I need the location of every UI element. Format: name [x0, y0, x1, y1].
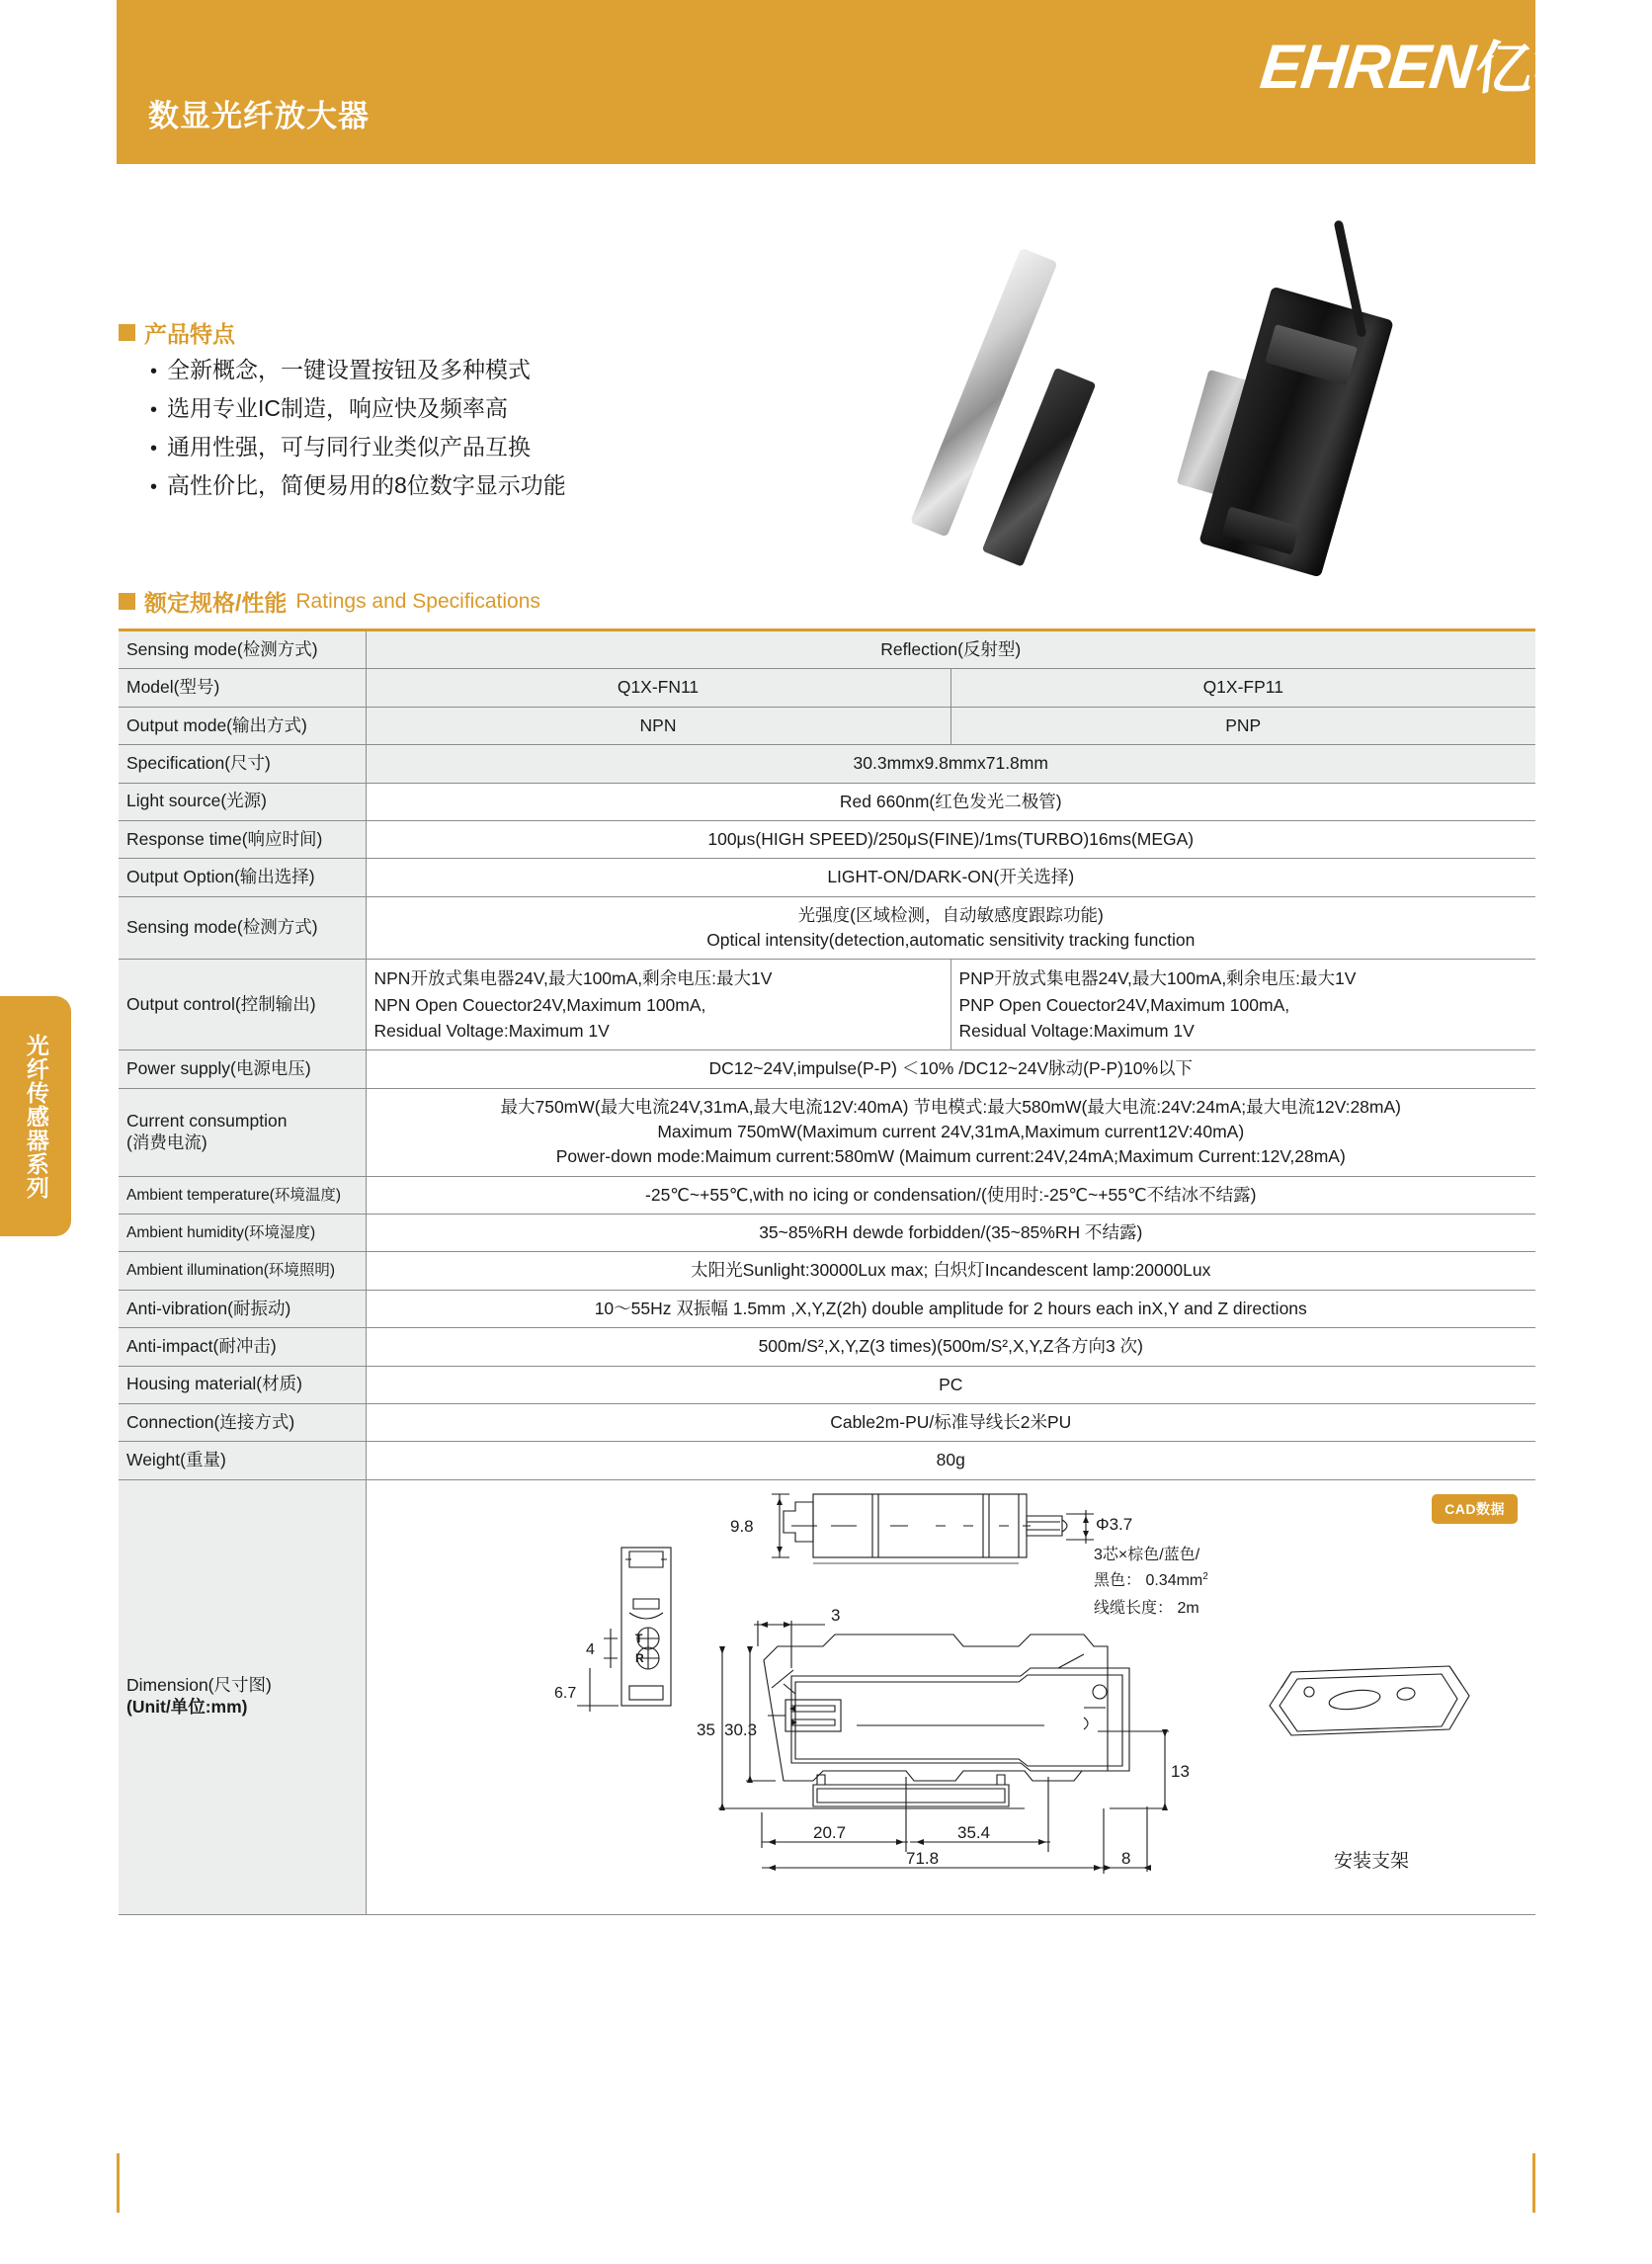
spec-value-pnp: Q1X-FP11: [950, 669, 1535, 707]
spec-row: [119, 707, 1535, 744]
feature-item: [150, 474, 566, 497]
callout-front-4: 4: [585, 1640, 595, 1658]
callout-side-13: 13: [1170, 1761, 1190, 1781]
callout-side-35: 35: [696, 1719, 715, 1739]
specs-heading: [119, 585, 540, 618]
spec-row-label: Model(型号): [119, 669, 366, 707]
brand-logo: [1257, 22, 1594, 105]
spec-row: [119, 1176, 1535, 1214]
spec-row-value: Reflection(反射型): [366, 630, 1535, 669]
features-heading-label: 产品特点: [144, 321, 235, 347]
spec-row-value: 光强度(区域检测，自动敏感度跟踪功能) Optical intensity(detection,automatic sensitivity tracking function: [366, 896, 1535, 960]
spec-row: [119, 1088, 1535, 1176]
feature-item-label: 通用性强，可与同行业类似产品互换: [167, 434, 532, 460]
square-bullet-icon: [119, 324, 135, 341]
spec-row-label: Current consumption (消费电流): [119, 1088, 366, 1176]
top-view-drawing: [772, 1494, 1094, 1563]
callout-bottom-35-4: 35.4: [956, 1822, 990, 1842]
spec-row: [119, 1252, 1535, 1290]
specs-heading-cn: 额定规格/性能: [144, 590, 288, 616]
spec-row-value: 500m/S²,X,Y,Z(3 times)(500m/S²,X,Y,Z各方向3 次): [366, 1328, 1535, 1366]
feature-item: [150, 359, 566, 381]
side-tab-label: 光纤传感器系列: [23, 1033, 49, 1200]
spec-value-pnp: PNP开放式集电器24V,最大100mA,剩余电压:最大1V PNP Open Couector24V,Maximum 100mA, Residual Voltage:Maximum 1V: [950, 960, 1535, 1050]
spec-row: [119, 1328, 1535, 1366]
front-view-drawing: [577, 1548, 671, 1712]
spec-value-pnp: PNP: [950, 707, 1535, 744]
spec-row: [119, 1050, 1535, 1088]
spec-row: [119, 630, 1535, 669]
dimension-label-line2: (Unit/单位:mm): [126, 1697, 248, 1718]
product-photo: [998, 227, 1522, 623]
spec-row: [119, 1403, 1535, 1441]
bullet-dot-icon: •: [150, 399, 158, 421]
spec-row-value: 35~85%RH dewde forbidden/(35~85%RH 不结露): [366, 1215, 1535, 1252]
callout-bottom-8: 8: [1120, 1848, 1130, 1868]
spec-row-label: Ambient illumination(环境照明): [119, 1252, 366, 1290]
side-tab-category: [0, 996, 71, 1236]
callout-cable-line2: 黑色： $0.34mm^2$: [1093, 1570, 1208, 1589]
spec-row-value: 太阳光Sunlight:30000Lux max; 白炽灯Incandescent lamp:20000Lux: [366, 1252, 1535, 1290]
spec-row-value: 30.3mmx9.8mmx71.8mm: [366, 745, 1535, 783]
spec-row-label: Ambient temperature(环境温度): [119, 1176, 366, 1214]
spec-row-label: Specification(尺寸): [119, 745, 366, 783]
spec-row-label: Ambient humidity(环境湿度): [119, 1215, 366, 1252]
spec-value-npn: NPN开放式集电器24V,最大100mA,剩余电压:最大1V NPN Open Couector24V,Maximum 100mA, Residual Voltage:Maximum 1V: [366, 960, 950, 1050]
bullet-dot-icon: •: [150, 476, 158, 498]
callout-diameter: Φ3.7: [1095, 1514, 1132, 1534]
spec-row-label: Anti-vibration(耐振动): [119, 1290, 366, 1327]
dimension-row: [119, 1479, 1535, 1914]
callout-front-R: R: [634, 1650, 644, 1665]
specs-table-wrapper: [119, 629, 1535, 1915]
spec-row-value: 10～55Hz 双振幅 1.5mm ,X,Y,Z(2h) double amplitude for 2 hours each inX,Y and Z directions: [366, 1290, 1535, 1327]
spec-row-value: DC12~24V,impulse(P-P) ＜10% /DC12~24V脉动(P-P)10%以下: [366, 1050, 1535, 1088]
feature-item-label: 高性价比，简便易用的8位数字显示功能: [167, 472, 566, 498]
dimension-drawing-cell: [366, 1479, 1535, 1914]
logo-cjk-text: 亿润: [1471, 37, 1594, 101]
callout-bottom-20-7: 20.7: [812, 1822, 846, 1842]
callout-top-3: 3: [830, 1605, 840, 1625]
spec-row-label: Sensing mode(检测方式): [119, 896, 366, 960]
spec-value-npn: NPN: [366, 707, 950, 744]
spec-row-label: Light source(光源): [119, 783, 366, 820]
spec-value-npn: Q1X-FN11: [366, 669, 950, 707]
specs-heading-en: Ratings and Specifications: [295, 589, 540, 613]
bracket-caption: 安装支架: [1333, 1850, 1409, 1872]
footer-rule-left: [117, 2153, 120, 2213]
spec-row: [119, 783, 1535, 820]
spec-row-value: -25℃~+55℃,with no icing or condensation/(使用时:-25℃~+55℃不结冰不结露): [366, 1176, 1535, 1214]
spec-row-label: Anti-impact(耐冲击): [119, 1328, 366, 1366]
callout-bottom-71-8: 71.8: [905, 1848, 939, 1868]
spec-row: [119, 859, 1535, 896]
spec-row-value: 100μs(HIGH SPEED)/250μS(FINE)/1ms(TURBO)16ms(MEGA): [366, 820, 1535, 858]
feature-item: [150, 397, 566, 420]
spec-row: [119, 669, 1535, 707]
bullet-dot-icon: •: [150, 438, 158, 460]
spec-row-label: Response time(响应时间): [119, 820, 366, 858]
feature-item-label: 选用专业IC制造，响应快及频率高: [167, 395, 509, 421]
cad-data-badge[interactable]: CAD数据: [1432, 1494, 1518, 1524]
spec-row-label: Output control(控制输出): [119, 960, 366, 1050]
square-bullet-icon: [119, 593, 135, 610]
spec-row-label: Power supply(电源电压): [119, 1050, 366, 1088]
side-view-drawing: [718, 1621, 1169, 1874]
spec-row-value: LIGHT-ON/DARK-ON(开关选择): [366, 859, 1535, 896]
logo-latin-text: EHREN: [1257, 33, 1478, 102]
features-heading: [119, 316, 235, 349]
features-list: [150, 359, 566, 513]
spec-row-value: Cable2m-PU/标准导线长2米PU: [366, 1403, 1535, 1441]
spec-row: [119, 820, 1535, 858]
feature-item-label: 全新概念，一键设置按钮及多种模式: [167, 357, 532, 382]
spec-row-label: Housing material(材质): [119, 1366, 366, 1403]
spec-row: [119, 745, 1535, 783]
callout-front-T: T: [634, 1631, 642, 1645]
spec-row: [119, 960, 1535, 1050]
bullet-dot-icon: •: [150, 361, 158, 382]
spec-row-label: Output Option(输出选择): [119, 859, 366, 896]
callout-front-6-7: 6.7: [553, 1684, 576, 1702]
callout-height-9-8: 9.8: [729, 1516, 754, 1536]
spec-row-label: Connection(连接方式): [119, 1403, 366, 1441]
spec-row: [119, 1442, 1535, 1479]
spec-row-value: 80g: [366, 1442, 1535, 1479]
footer-rule-right: [1532, 2153, 1535, 2213]
specs-table: [119, 629, 1535, 1915]
dimension-row-label: [119, 1479, 366, 1914]
spec-row: [119, 1366, 1535, 1403]
spec-row-label: Weight(重量): [119, 1442, 366, 1479]
callout-side-30-3: 30.3: [723, 1719, 757, 1739]
mounting-bracket-drawing: [1270, 1666, 1469, 1735]
spec-row-value: Red 660nm(红色发光二极管): [366, 783, 1535, 820]
page-title: 数显光纤放大器: [148, 99, 370, 133]
spec-row-label: Sensing mode(检测方式): [119, 630, 366, 669]
callout-cable-line1: 3芯×棕色/蓝色/: [1093, 1546, 1199, 1563]
dimension-label-line1: Dimension(尺寸图): [126, 1675, 272, 1696]
feature-item: [150, 436, 566, 459]
spec-row-label: Output mode(输出方式): [119, 707, 366, 744]
spec-row-value: PC: [366, 1366, 1535, 1403]
spec-row: [119, 1215, 1535, 1252]
spec-row: [119, 896, 1535, 960]
spec-row-value: 最大750mW(最大电流24V,31mA,最大电流12V:40mA) 节电模式:最大580mW(最大电流:24V:24mA;最大电流12V:28mA) Maximum 750mW(Maximum current 24V,31mA,Maximum current12V:40mA) Power-down mode:Maimum current:580mW (Maimum current:24V,24mA;Maximum Current:12V,28mA): [366, 1088, 1535, 1176]
spec-row: [119, 1290, 1535, 1327]
callout-cable-line3: 线缆长度： 2m: [1093, 1599, 1199, 1617]
